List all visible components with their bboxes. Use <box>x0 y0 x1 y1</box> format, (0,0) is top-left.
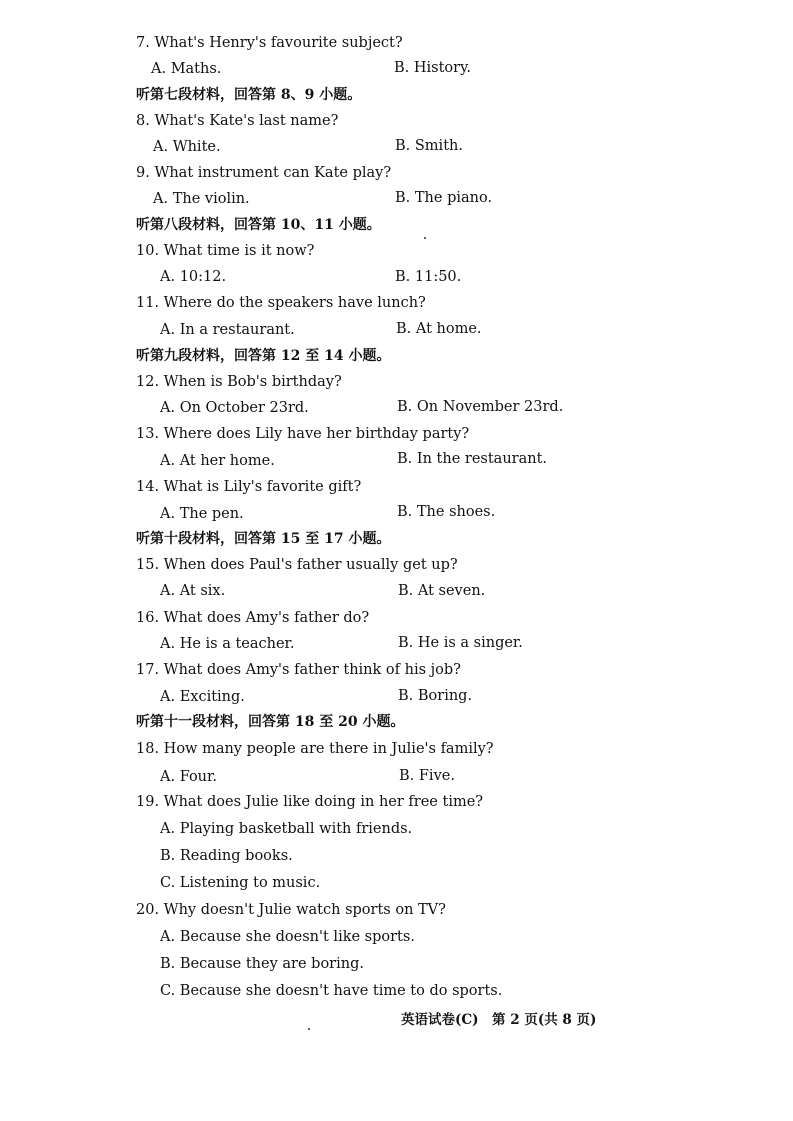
option-20c: C. Because she doesn't have time to do sports. <box>160 983 503 999</box>
section-7-instruction: 听第七段材料，回答第 8、9 小题。 <box>136 87 362 103</box>
question-16: 16. What does Amy's father do? <box>136 610 370 626</box>
option-17b: B. Boring. <box>398 688 473 704</box>
section-10-instruction: 听第十段材料，回答第 15 至 17 小题。 <box>136 531 391 547</box>
option-19a: A. Playing basketball with friends. <box>160 821 413 837</box>
section-11-instruction: 听第十一段材料，回答第 18 至 20 小题。 <box>136 714 405 730</box>
question-14: 14. What is Lily's favorite gift? <box>136 479 362 495</box>
option-12a: A. On October 23rd. <box>160 400 309 416</box>
option-9b: B. The piano. <box>395 190 493 206</box>
option-15a: A. At six. <box>160 583 226 599</box>
option-8a: A. White. <box>153 139 221 155</box>
option-18a: A. Four. <box>160 769 217 785</box>
question-10: 10. What time is it now? <box>136 243 315 259</box>
section-8-instruction: 听第八段材料，回答第 10、11 小题。 <box>136 217 381 233</box>
option-7b: B. History. <box>394 60 471 76</box>
option-16b: B. He is a singer. <box>398 635 523 651</box>
page-footer: 英语试卷(C) 第 2 页(共 8 页) <box>401 1012 597 1028</box>
question-15: 15. When does Paul's father usually get up? <box>136 557 458 573</box>
option-11a: A. In a restaurant. <box>160 322 295 338</box>
question-8: 8. What's Kate's last name? <box>136 113 339 129</box>
option-10b: B. 11:50. <box>395 269 462 285</box>
option-7a: A. Maths. <box>151 61 222 77</box>
option-11b: B. At home. <box>396 321 482 337</box>
question-11: 11. Where do the speakers have lunch? <box>136 295 426 311</box>
question-13: 13. Where does Lily have her birthday party? <box>136 426 470 442</box>
option-13b: B. In the restaurant. <box>397 451 548 467</box>
question-19: 19. What does Julie like doing in her free time? <box>136 794 484 810</box>
option-9a: A. The violin. <box>153 191 250 207</box>
question-12: 12. When is Bob's birthday? <box>136 374 342 390</box>
option-14a: A. The pen. <box>160 506 244 522</box>
scan-speck <box>424 237 426 239</box>
option-19c: C. Listening to music. <box>160 875 321 891</box>
scan-speck <box>308 1028 310 1030</box>
option-20a: A. Because she doesn't like sports. <box>160 929 415 945</box>
option-14b: B. The shoes. <box>397 504 496 520</box>
option-19b: B. Reading books. <box>160 848 293 864</box>
option-10a: A. 10:12. <box>160 269 227 285</box>
option-18b: B. Five. <box>399 768 455 784</box>
question-7: 7. What's Henry's favourite subject? <box>136 35 403 51</box>
option-13a: A. At her home. <box>160 453 275 469</box>
option-17a: A. Exciting. <box>160 689 245 705</box>
question-9: 9. What instrument can Kate play? <box>136 165 392 181</box>
option-12b: B. On November 23rd. <box>397 399 564 415</box>
option-16a: A. He is a teacher. <box>160 636 295 652</box>
question-17: 17. What does Amy's father think of his job? <box>136 662 461 678</box>
option-15b: B. At seven. <box>398 583 486 599</box>
option-8b: B. Smith. <box>395 138 463 154</box>
question-18: 18. How many people are there in Julie's family? <box>136 741 494 757</box>
option-20b: B. Because they are boring. <box>160 956 364 972</box>
question-20: 20. Why doesn't Julie watch sports on TV? <box>136 902 446 918</box>
section-9-instruction: 听第九段材料，回答第 12 至 14 小题。 <box>136 348 391 364</box>
